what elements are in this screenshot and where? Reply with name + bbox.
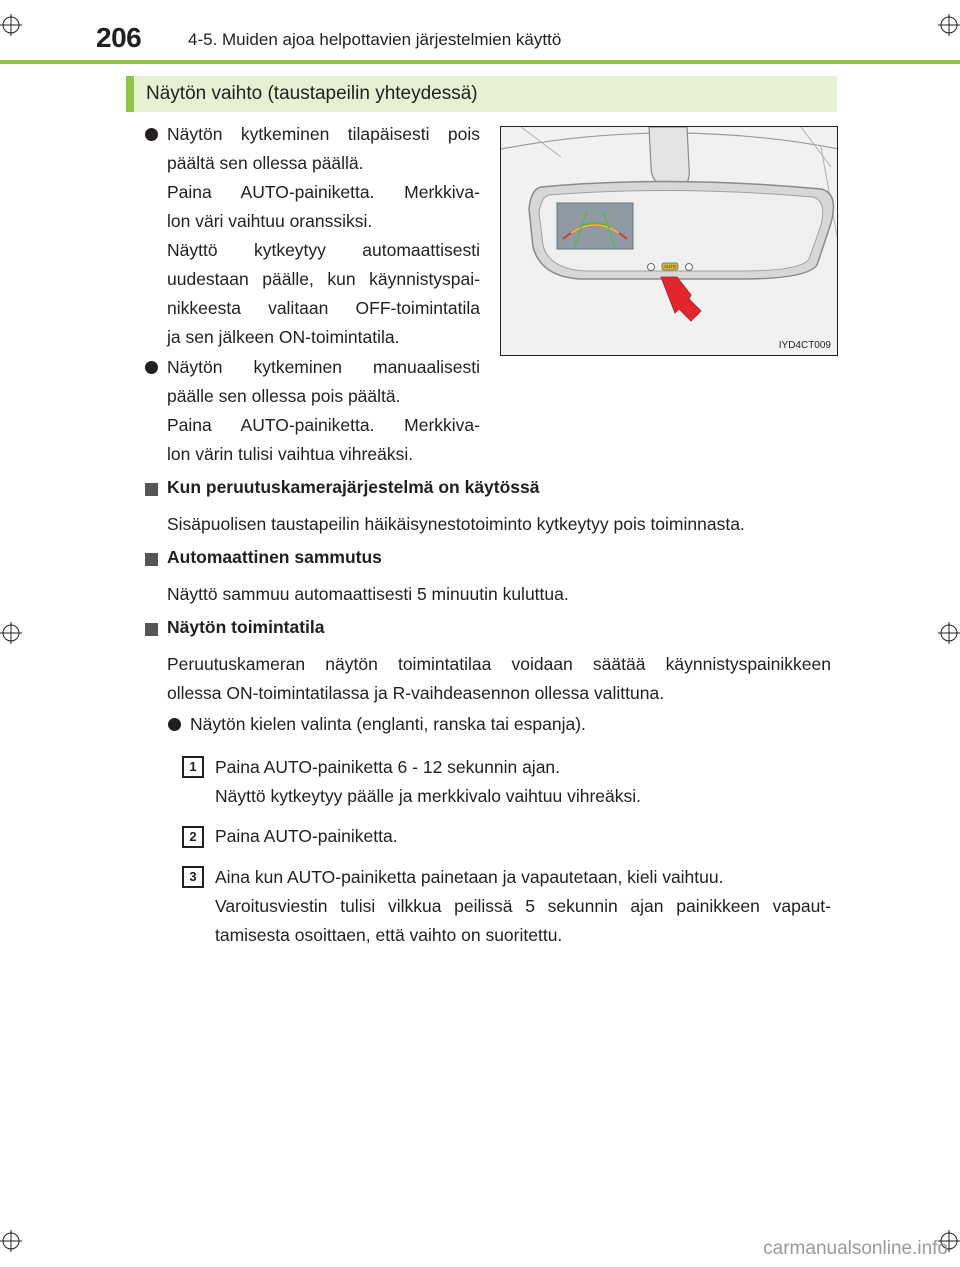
rear-view-mirror-illustration xyxy=(501,127,838,356)
step-number-2: 2 xyxy=(182,826,204,848)
crop-mark-top-right xyxy=(938,14,960,36)
subsection-2-heading: Automaattinen sammutus xyxy=(167,547,382,567)
step-1-line-1: Paina AUTO-painiketta 6 - 12 sekunnin ajan. xyxy=(215,757,561,777)
bullet-1-body2-line-4: ja sen jälkeen ON-toimintatila. xyxy=(167,327,400,347)
bullet-dot xyxy=(145,128,158,141)
subsection-marker xyxy=(145,623,158,636)
step-3-line-1: Aina kun AUTO-painiketta painetaan ja vapautetaan, kieli vaihtuu. xyxy=(215,867,724,887)
bullet-dot xyxy=(145,361,158,374)
subsection-2-text: Näyttö sammuu automaattisesti 5 minuutin kuluttua. xyxy=(167,584,569,604)
page-number: 206 xyxy=(96,22,142,53)
crop-mark-bottom-left xyxy=(0,1230,22,1252)
bullet-1-body2-line-2: uudestaan päälle, kun käynnistyspai- xyxy=(167,269,480,289)
subsection-3-text-line-2: ollessa ON-toimintatilassa ja R-vaihdeasennon ollessa valittuna. xyxy=(167,683,665,703)
crop-mark-mid-left xyxy=(0,622,22,644)
crop-mark-top-left xyxy=(0,14,22,36)
subsection-3-heading: Näytön toimintatila xyxy=(167,617,325,637)
watermark: carmanualsonline.info xyxy=(763,1238,948,1259)
step-1-line-2: Näyttö kytkeytyy päälle ja merkkivalo vaihtuu vihreäksi. xyxy=(215,786,642,806)
figure-code: IYD4CT009 xyxy=(778,340,831,351)
subsection-1-text: Sisäpuolisen taustapeilin häikäisynestotoiminto kytkeytyy pois toiminnasta. xyxy=(167,514,745,534)
bullet-dot xyxy=(168,718,181,731)
bullet-1-line-1: Näytön kytkeminen tilapäisesti pois xyxy=(167,124,480,144)
bullet-1-body2-line-3: nikkeesta valitaan OFF-toimintatila xyxy=(167,298,480,318)
bullet-2-line-2: päälle sen ollessa pois päältä. xyxy=(167,386,401,406)
step-3-line-2: Varoitusviestin tulisi vilkkua peilissä 5 sekunnin ajan painikkeen vapaut- xyxy=(215,896,831,916)
header-rule xyxy=(0,60,960,64)
bullet-1-body-line-1: Paina AUTO-painiketta. Merkkiva- xyxy=(167,182,480,202)
mirror-figure xyxy=(500,126,838,356)
chapter-title: 4-5. Muiden ajoa helpottavien järjestelmien käyttö xyxy=(188,30,562,49)
crop-mark-mid-right xyxy=(938,622,960,644)
section-title-bar xyxy=(126,76,837,112)
bullet-2-body-line-2: lon värin tulisi vaihtua vihreäksi. xyxy=(167,444,414,464)
subsection-marker xyxy=(145,553,158,566)
step-number-3: 3 xyxy=(182,866,204,888)
subsection-3-text-line-1: Peruutuskameran näytön toimintatilaa voidaan säätää käynnistyspainikkeen xyxy=(167,654,831,674)
bullet-1-body-line-2: lon väri vaihtuu oranssiksi. xyxy=(167,211,373,231)
section-title: Näytön vaihto (taustapeilin yhteydessä) xyxy=(146,83,478,104)
subsection-3-bullet: Näytön kielen valinta (englanti, ranska tai espanja). xyxy=(190,714,586,734)
step-2-line-1: Paina AUTO-painiketta. xyxy=(215,826,398,846)
subsection-1-heading: Kun peruutuskamerajärjestelmä on käytössä xyxy=(167,477,540,497)
bullet-2-body-line-1: Paina AUTO-painiketta. Merkkiva- xyxy=(167,415,480,435)
bullet-2-line-1: Näytön kytkeminen manuaalisesti xyxy=(167,357,480,377)
step-3-line-3: tamisesta osoittaen, että vaihto on suoritettu. xyxy=(215,925,563,945)
step-number-1: 1 xyxy=(182,756,204,778)
mirror-auto-button-label: AUTO xyxy=(664,264,677,269)
bullet-1-line-2: päältä sen ollessa päällä. xyxy=(167,153,364,173)
subsection-marker xyxy=(145,483,158,496)
bullet-1-body2-line-1: Näyttö kytkeytyy automaattisesti xyxy=(167,240,480,260)
